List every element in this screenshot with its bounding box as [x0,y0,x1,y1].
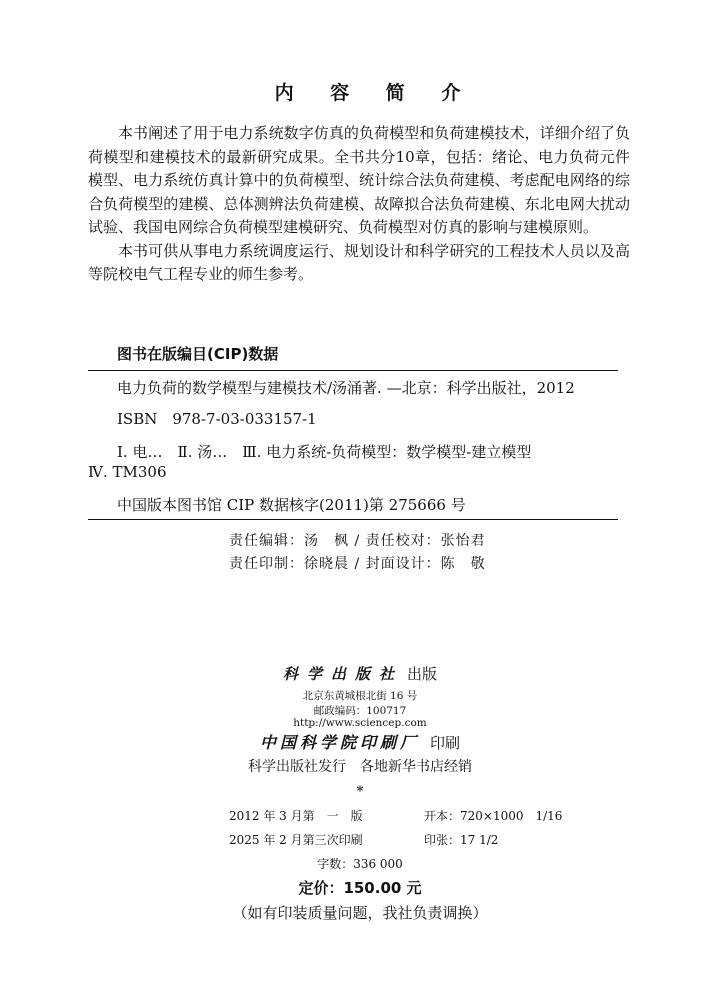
replacement-note: （如有印装质量问题，我社负责调换） [232,904,488,922]
cip-classification-line: Ⅰ. 电… Ⅱ. 汤… Ⅲ. 电力系统-负荷模型：数学模型-建立模型 [117,443,532,461]
production-line: 责任印制：徐晓晨 / 封面设计：陈 敬 [229,556,486,572]
intro-paragraph-1: 本书阐述了用于电力系统数字仿真的负荷模型和负荷建模技术，详细介绍了负荷模型和建模技术的最新研究成果。全书共分10章，包括：绪论、电力负荷元件模型、电力系统仿真计算中的负荷模型、统计综合法负荷建模、考虑配电网络的综合负荷模型的建模、总体测辨法负荷建模、故障拟合法负荷建模、东北电网大扰动试验、我国电网综合负荷模型建模研究、负荷模型对仿真的影响与建模原则。 [88,124,630,236]
intro-paragraph-2: 本书可供从事电力系统调度运行、规划设计和科学研究的工程技术人员以及高等院校电气工程专业的师生参考。 [88,241,630,283]
printing-line: 2025 年 2 月第三次印刷 [229,833,363,847]
sheets-line: 印张：17 1/2 [424,833,499,847]
publisher-logo: 科学出版社 [282,665,403,683]
publisher-url: http://www.sciencep.com [293,717,427,729]
cip-record-number: 中国版本图书馆 CIP 数据核字(2011)第 275666 号 [117,496,466,514]
distribution-line: 科学出版社发行 各地新华书店经销 [248,759,472,775]
editors-line: 责任编辑：汤 枫 / 责任校对：张怡君 [229,533,486,549]
publisher-postcode: 邮政编码：100717 [313,705,407,717]
cip-title-line: 电力负荷的数学模型与建模技术/汤涌著. —北京：科学出版社，2012 [117,379,575,397]
printer-row [0,730,720,753]
publisher-row [0,663,720,684]
price-line: 定价：150.00 元 [298,879,422,897]
publisher-address: 北京东黄城根北街 16 号 [302,690,418,702]
cip-heading: 图书在版编目(CIP)数据 [117,345,279,363]
word-count-line: 字数：336 000 [317,857,403,871]
edition-line: 2012 年 3 月第 一 版 [229,809,363,823]
cip-isbn-line: ISBN 978-7-03-033157-1 [117,410,317,428]
publisher-suffix: 出版 [407,665,438,683]
printer-logo: 中国科学院印刷厂 [259,733,420,752]
cip-bottom-rule [88,519,618,520]
introduction [88,122,630,287]
page-title: 内 容 简 介 [274,82,476,104]
format-line: 开本：720×1000 1/16 [424,809,563,823]
printer-suffix: 印刷 [430,734,461,752]
cip-classification-line-2: Ⅳ. TM306 [88,463,167,481]
separator-asterisk: * [356,784,364,800]
cip-top-rule [88,370,618,371]
